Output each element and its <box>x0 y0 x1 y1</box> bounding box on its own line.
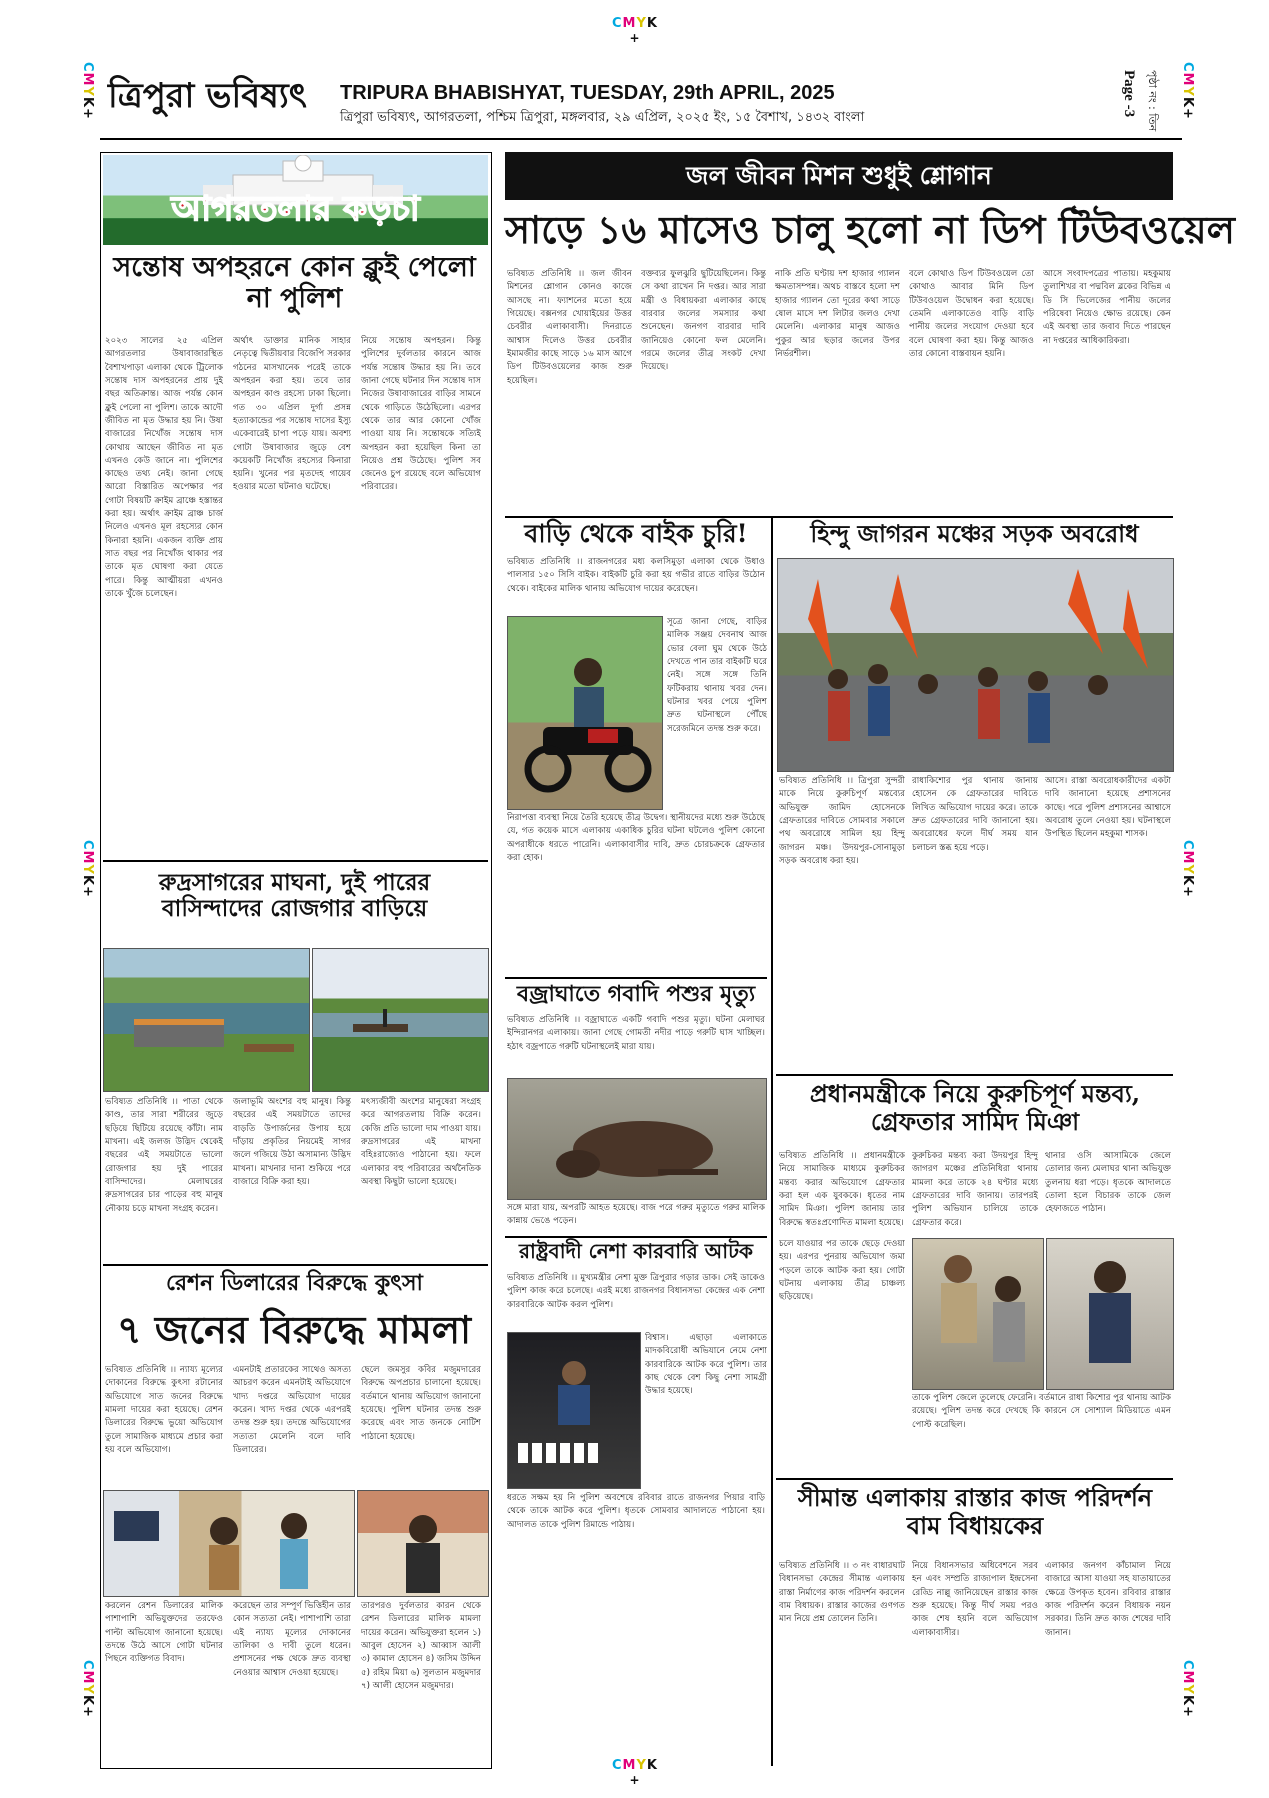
left-divider-1 <box>103 860 488 862</box>
lake-photo-2 <box>312 948 489 1092</box>
bike-photo <box>507 616 663 810</box>
masthead-title-bn: ত্রিপুরা ভবিষ্যৎ <box>108 76 307 116</box>
bike-headline: বাড়ি থেকে বাইক চুরি! <box>524 519 748 548</box>
pm-divider <box>776 1478 1173 1480</box>
left-story2-headline: রুদ্রসাগরের মাঘনা, দুই পারের বাসিন্দাদের রোজগার বাড়িয়ে <box>158 869 431 923</box>
left-story1-col1: ২০২৩ সালের ২৫ এপ্রিল আগরতলার উষাবাজারস্থিত বৈশাখপাড়া এলাকা থেকে ট্রিলোক সন্তোষ দাস অপহরনের প্রায় দুই বছর অতিক্রান্ত। আজ পর্যন্ত কোন ক্লুই পেলো না পুলিশ। তাকে আদৌ জীবিত না মৃত উদ্ধার হয় নি। উষা বাজারের নিখোঁজ সন্তোষ দাস কোথায় আছেন জীবিত না মৃত এখনও কেউ জানে না। পুলিশের কাছেও তথ্য নেই। জানা গেছে আরো বিস্তারিত অপেক্ষার পর গোটা বিষয়টি ক্রাইম ব্রাঞ্চে হস্তান্তর করা হয়। অর্থাৎ ক্রাইম ব্রাঞ্চ চার্জ নিলেও এখনও মূল রহস্যের কোন কিনারা হয়নি। একজন ব্যক্তি প্রায় সাত বছর পর নিখোঁজ থাকার পর তাকে মৃত ঘোষণা করা যেতে পারে। কিন্তু আত্মীয়রা এখনও তাকে খুঁজে চলেছেন। <box>105 336 223 599</box>
lead-col-1: ভবিষ্যত প্রতিনিধি ।। জল জীবন মিশনের শ্লোগান কোনও কাজে আসছে না। ফ্যাশনের মতো হয়ে গিয়েছে। বক্সনগর খোয়াইয়ের উত্তর চেবরীর এলাকাবাসী। দিনরাতে আশ্বাস দিলেও উত্তর চেবরীর ইমামজীর কাছে সাড়ে ১৬ মাস আগে ডিপ টিউবওয়েলের কাজ শুরু হয়েছিল। <box>507 269 632 386</box>
lightning-text: ভবিষ্যত প্রতিনিধি ।। বজ্রাঘাতে একটি গবাদি পশুর মৃত্যু। ঘটনা মেলাঘর ইন্দিরানগর এলাকায়। জানা গেছে গোমতী নদীর পাড়ে গরুটি ঘাস খাচ্ছিল। হঠাৎ বজ্রপাতে গরুটি ঘটনাস্থলেই মারা যায়। <box>507 1015 765 1052</box>
lead-kicker-banner <box>505 152 1173 200</box>
lake-photo-1 <box>103 948 310 1092</box>
hindu-col-1: ভবিষ্যত প্রতিনিধি ।। ত্রিপুরা সুন্দরী মাকে নিয়ে কুরুচিপূর্ণ মন্তব্যের অভিযুক্ত জামিদ হোসেনকে গ্রেফতারের দাবিতে সোমবার সকালে পথ অবরোধে সামিল হয় হিন্দু জাগরন মঞ্চ। উদয়পুর-সোনামুড়া সড়ক অবরোধ করা হয়। <box>779 776 905 866</box>
pm-arrest-photo-2 <box>1046 1238 1174 1390</box>
cmyk-mark-left-top: CMYK+ <box>80 62 95 120</box>
pm-col-below: তাকে পুলিশ জেলে তুলেছে ফেরেনি। বর্তমানে রাধা কিশোর পুর থানায় আটক রয়েছে। পুলিশ তদন্ত করে দেখছে কি কারনে সে সোশ্যাল মিডিয়াতে এমন পোস্ট করেছিল। <box>912 1393 1171 1430</box>
lead-col-2: বক্তব্যর ফুলঝুরি ছুটিয়েছিলেন। কিন্তু সে কথা রাখেন নি দপ্তর। আর সারা মন্ত্রী ও বিধায়করা এলাকার কাছে বারবার জলের সমস্যার কথা শুনেছেন। জনগণ বারবার দাবি জানিয়েও কোনো ফল মেলেনি। গরমে জলের তীব্র সংকট দেখা দিয়েছে। <box>641 269 766 373</box>
pm-arrest-photo-1 <box>912 1238 1044 1390</box>
agartala-banner <box>103 155 488 245</box>
hindu-protest-photo <box>777 558 1174 772</box>
pm-col-left-below: চলে যাওয়ার পর তাকে ছেড়ে দেওয়া হয়। এরপর পুনরায় অভিযোগ জমা পড়লে তাকে আটক করা হয়। গোটা ঘটনায় এলাকায় তীব্র চাঞ্চল্য ছড়িয়েছে। <box>779 1239 905 1303</box>
banner-text: আগরতলার কড়চা <box>171 189 420 229</box>
left-story1-headline: সন্তোষ অপহরনে কোন ক্লুই পেলো না পুলিশ <box>113 252 476 315</box>
lead-col-5: আসে সংবাদপত্রের পাতায়। মহকুমায় তুলাশিখর বা পদ্মবিল ব্লকের বিভিন্ন এ ডি সি ভিলেজের পানীয় জলের পরিষেবা নিয়েও ক্ষোভ রয়েছে। কেন এই অবস্থা তার জবাব দিতে পারছেন না দপ্তরের আধিকারিকরা। <box>1043 269 1171 346</box>
bike-text-bottom: নিরাপত্তা ব্যবস্থা নিয়ে তৈরি হয়েছে তীব্র উদ্বেগ। স্থানীয়দের মধ্যে শুরু উঠেছে যে, গত কয়েক মাসে এলাকায় একাধিক চুরির ঘটনা ঘটলেও পুলিশ কোনো অপরাধীকে ধরতে পারেনি। এলাকাবাসীর দাবি, দ্রুত চোরচক্রকে গ্রেফতার করা হোক। <box>507 813 765 863</box>
left-divider-2 <box>103 1264 488 1266</box>
lightning-headline: বজ্রাঘাতে গবাদি পশুর মৃত্যু <box>516 981 756 1007</box>
bike-text-top: ভবিষ্যত প্রতিনিধি ।। রাজনগরের মধ্য কলসিমুড়া এলাকা থেকে উধাও পালসার ১৫০ সিসি বাইক। বাইকটি চুরি করা হয় গভীর রাতে বাড়ির উঠোন থেকে। বাইকের মালিক থানায় অভিযোগ দায়ের করেছেন। <box>507 557 765 594</box>
pm-col-3: থানার ওসি আসামিকে জেলে তোলার জন্য মেলাঘর থানা অভিযুক্ত তুলনায় ধরা পড়ে। ধৃতকে আদালতে তোলা হলে বিচারক তাকে জেল হেফাজতে পাঠান। <box>1045 1151 1171 1215</box>
lead-col-4: বলে কোথাও ডিপ টিউবওয়েল তো কোথাও আবার মিনি ডিপ টিউবওয়েল উদ্বোধন করা হয়েছে। তেমনি এলাকাতেও বাড়ি বাড়ি পানীয় জলের সংযোগ দেওয়া হবে বলে ঘোষণা করা হয়। কিন্তু আজও তার কোনো বাস্তবায়ন হয়নি। <box>909 269 1034 359</box>
hindu-col-3: আসে। রাস্তা অবরোধকারীদের একটা দাবি জানানো হয়েছে প্রশাসনের কাছে। পরে পুলিশ প্রশাসনের আশ্বাসে অবরোধ তুলে নেওয়া হয়। ঘটনাস্থলে উপস্থিত ছিলেন মহকুমা শাসক। <box>1045 776 1171 840</box>
lead-col-3: নাকি প্রতি ঘণ্টায় দশ হাজার গ্যালন ক্ষমতাসম্পন্ন। অথচ বাস্তবে হলো দশ হাজার গ্যালন তো দূরের কথা সাড়ে ষোল মাসে দশ লিটার জলও দেখা মেলেনি। এলাকার মানুষ আজও পুকুর আর ছড়ার জলের উপর নির্ভরশীল। <box>775 269 900 359</box>
cmyk-mark-left-mid: CMYK+ <box>80 840 95 898</box>
left-story2-col1: ভবিষ্যত প্রতিনিধি ।। পাতা থেকে কাণ্ড, তার সারা শরীরের জুড়ে ছড়িয়ে ছিটিয়ে রয়েছে কাঁটা। নাম মাখনা। এই জলজ উদ্ভিদ থেকেই বছরের এই সময়টাতে ভালো রোজগার হয় দুই পারের বাসিন্দাদের। মেলাঘরের রুদ্রসাগরের চার পাড়ের বহু মানুষ নৌকায় চড়ে মাখনা সংগ্রহ করেন। <box>105 1097 223 1214</box>
hindu-divider <box>776 1074 1173 1076</box>
border-col-3: এলাকার জনগণ কাঁচামাল নিয়ে বাজারে আসা যাওয়া সহ যাতায়াতের ক্ষেত্রে উপকৃত হবেন। রবিবার রাস্তার কাজ পরিদর্শন করেন বিধায়ক নয়ন সরকার। তিনি দ্রুত কাজ শেষের দাবি জানান। <box>1045 1561 1171 1638</box>
lightning-divider <box>505 1236 767 1238</box>
cmyk-mark-top: CMYK + <box>612 16 658 45</box>
page-label-bn: পৃষ্ঠা নং : তিন <box>1146 70 1159 132</box>
left-story3-col2: এমনটাই প্রতারকের সাথেও অসত্য আচরণ করেন এমনটাই অভিযোগে খাদ্য দপ্তরে অভিযোগ দায়ের করেন। খাদ্য দপ্তর থেকে এরপরই তদন্ত শুরু হয়। তদন্তে অভিযোগের সত্যতা মেলেনি বলে দাবি ডিলারের। <box>233 1365 351 1455</box>
pm-headline: প্রধানমন্ত্রীকে নিয়ে কুরুচিপূর্ণ মন্তব্য, গ্রেফতার সামিদ মিঞা <box>809 1079 1141 1136</box>
cmyk-mark-left-bottom: CMYK+ <box>80 1660 95 1718</box>
left-story2-col2: জলাভূমি অংশের বহু মানুষ। কিন্তু বছরের এই সময়টাতে তাদের বাড়তি উপার্জনের উপায় হয়ে দাঁড়ায় প্রকৃতির নিয়মেই সাগর জলে গজিয়ে উঠা অসামান্য উদ্ভিদ মাখনা। মাখনার দানা শুকিয়ে পরে বাজারে বিক্রি করা হয়। <box>233 1097 351 1187</box>
cmyk-mark-right-top: CMYK+ <box>1180 62 1195 120</box>
lightning-caption: সঙ্গে মারা যায়, অপরটি আহত হয়েছে। বাজ পরে গরুর মৃত্যুতে গরুর মালিক কান্নায় ভেঙে পড়েন। <box>507 1203 765 1227</box>
cmyk-mark-right-bottom: CMYK+ <box>1180 1660 1195 1718</box>
masthead-rule <box>100 138 1182 140</box>
lead-headline: সাড়ে ১৬ মাসেও চালু হলো না ডিপ টিউবওয়েল <box>505 207 1235 252</box>
hindu-headline: হিন্দু জাগরন মঞ্চের সড়ক অবরোধ <box>810 519 1139 548</box>
border-headline: সীমান্ত এলাকায় রাস্তার কাজ পরিদর্শন বাম বিধায়কের <box>797 1483 1153 1540</box>
left-story3-kicker: রেশন ডিলারের বিরুদ্ধে কুৎসা <box>166 1270 423 1296</box>
drug-photo <box>507 1332 641 1489</box>
masthead-subline: ত্রিপুরা ভবিষ্যৎ, আগরতলা, পশ্চিম ত্রিপুরা, মঙ্গলবার, ২৯ এপ্রিল, ২০২৫ ইং, ১৫ বৈশাখ, ১৪৩২ বাংলা <box>340 110 865 125</box>
left-story3-col3: ছেলে জমসুর কবির মজুমদারের বিরুদ্ধে অপপ্রচার চালানো হয়েছে। বর্তমানে থানায় অভিযোগ জানানো হয়েছে। পুলিশ ঘটনার তদন্ত শুরু করেছে এবং সাত জনকে নোটিশ পাঠানো হয়েছে। <box>361 1365 481 1442</box>
left-story3-col2b: করেছেন তার সম্পূর্ণ ভিত্তিহীন তার কোন সত্যতা নেই। পাশাপাশি তারা এই ন্যায্য মূল্যের দোকানের তালিকা ও দাবী তুলে ধরেন। প্রশাসনের পক্ষ থেকে দ্রুত ব্যবস্থা নেওয়ার আশ্বাস দেওয়া হয়েছে। <box>233 1601 351 1678</box>
cmyk-mark-right-mid: CMYK+ <box>1180 840 1195 898</box>
right-vertical-divider <box>771 516 773 1766</box>
pm-col-1: ভবিষ্যত প্রতিনিধি ।। প্রধানমন্ত্রীকে নিয়ে সামাজিক মাধ্যমে কুরুচিকর মন্তব্য করার অভিযোগে গ্রেফতার করা হল এক যুবককে। ধৃতের নাম সামিদ মিঞা। পুলিশ জানায় তার বিরুদ্ধে স্বতঃপ্রণোদিত মামলা হয়েছে। <box>779 1151 905 1228</box>
left-story1-col3: নিয়ে সন্তোষ অপহরন। কিন্তু পুলিশের দুর্বলতার কারনে আজ পর্যন্ত সন্তোষ উদ্ধার হয় নি। তবে জানা গেছে ঘটনার দিন সন্তোষ দাস নিজের উষাবাজারের বাড়ির সামনে থেকে গাড়িতে উঠেছিলো। এরপর থেকে তার আর কোনো খোঁজ পাওয়া যায় নি। সন্তোষকে সত্যিই অপহরন করা হয়েছিল কিনা তা নিয়েও প্রশ্ন উঠেছে। পুলিশ সব জেনেও চুপ রয়েছে বলে অভিযোগ পরিবারের। <box>361 336 481 493</box>
drug-text-side: বিশ্বাস। এছাড়া এলাকাতে মাদকবিরোধী অভিযানে নেমে নেশা কারবারিকে আটক করে পুলিশ। তার কাছ থেকে বেশ কিছু নেশা সামগ্রী উদ্ধার হয়েছে। <box>645 1333 767 1397</box>
ration-photo-office <box>103 1490 355 1597</box>
left-story3-col3b: তারপরও দুর্বলতার কারন থেকে রেশন ডিলারের মালিক মামলা দায়ের করেন। অভিযুক্তরা হলেন ১) আবুল হোসেন ২) আব্বাস আলী ৩) কামাল হোসেন ৪) জসিম উদ্দিন ৫) রহিম মিয়া ৬) সুলতান মজুমদার ৭) আলী হোসেন মজুমদার। <box>361 1601 481 1691</box>
bike-divider <box>505 977 767 979</box>
ration-photo-shop <box>357 1490 489 1597</box>
cmyk-mark-bottom: CMYK + <box>612 1758 658 1787</box>
drug-headline: রাষ্ট্রবাদী নেশা কারবারি আটক <box>519 1239 753 1263</box>
page-label: Page -3 <box>1121 70 1137 118</box>
border-col-1: ভবিষ্যত প্রতিনিধি ।। ৩ নং বাধারঘাট বিধানসভা কেন্দ্রের সীমান্ত এলাকায় রাস্তা নির্মাণের কাজ পরিদর্শন করলেন বাম বিধায়ক। রাস্তার কাজের গুণগত মান নিয়ে প্রশ্ন তোলেন তিনি। <box>779 1561 905 1625</box>
masthead-title-en: TRIPURA BHABISHYAT, TUESDAY, 29th APRIL, 2025 <box>340 82 835 104</box>
cow-photo <box>507 1078 767 1200</box>
pm-col-2: কুরুচিকর মন্তব্য করা উদয়পুর হিন্দু জাগরণ মঞ্চের প্রতিনিধিরা থানায় মামলা করে তাকে ২৪ ঘণ্টার মধ্যে গ্রেফতারের দাবি জানায়। তারপরই পুলিশ অভিযান চালিয়ে তাকে গ্রেফতার করে। <box>912 1151 1038 1228</box>
left-story3-headline: ৭ জনের বিরুদ্ধে মামলা <box>116 1307 472 1352</box>
lead-kicker: জল জীবন মিশন শুধুই শ্লোগান <box>686 161 992 190</box>
right-divider-top <box>505 516 1173 518</box>
border-col-2: নিয়ে বিধানসভার অধিবেশনে সরব হন এবং সম্প্রতি রাজ্যপাল ইন্দ্রসেনা রেড্ডি নাল্লু জানিয়েছেন রাস্তার কাজ শুরু হয়েছে। কিন্তু দীর্ঘ সময় পরও কাজ শেষ হয়নি বলে অভিযোগ এলাকাবাসীর। <box>912 1561 1038 1638</box>
bike-text-side: সূত্রে জানা গেছে, বাড়ির মালিক সঞ্জয় দেবনাথ আজ ভোর বেলা ঘুম থেকে উঠে দেখতে পান তার বাইকটি ঘরে নেই। সঙ্গে সঙ্গে তিনি ফটিকরায় থানায় খবর দেন। ঘটনার খবর পেয়ে পুলিশ দ্রুত ঘটনাস্থলে পৌঁছে সরেজমিনে তদন্ত শুরু করে। <box>667 617 767 734</box>
left-story2-col3: মৎস্যজীবী অংশের মানুষেরা সংগ্রহ করে আগরতলায় বিক্রি করেন। কেজি প্রতি ভালো দাম পাওয়া যায়। রুদ্রসাগরের এই মাখনা বহিঃরাজ্যেও পাঠানো হয়। ফলে এলাকার বহু পরিবারের অর্থনৈতিক অবস্থা কিছুটা ভালো হয়েছে। <box>361 1097 481 1187</box>
drug-text-bottom: ধরতে সক্ষম হয় নি পুলিশ অবশেষে রবিবার রাতে রাজনগর পিয়ার বাড়ি থেকে তাকে আটক করে পুলিশ। ধৃতকে সোমবার আদালতে পাঠানো হয়। আদালত তাকে পুলিশ রিমান্ডে পাঠায়। <box>507 1493 765 1530</box>
left-story3-col1: ভবিষ্যত প্রতিনিধি ।। ন্যায্য মূল্যের দোকানের বিরুদ্ধে কুৎসা রটানোর অভিযোগে সাত জনের বিরুদ্ধে মামলা দায়ের করা হয়েছে। রেশন ডিলারের বিরুদ্ধে ভুয়ো অভিযোগ তুলে সামাজিক মাধ্যমে প্রচার করা হয় বলে অভিযোগ। <box>105 1365 223 1455</box>
hindu-col-2: রাধাকিশোর পুর থানায় জানায় হোসেন কে গ্রেফতারের দাবিতে লিখিত অভিযোগ দায়ের করে। তাকে দ্রুত গ্রেফতারের দাবি জানানো হয়। অবরোধের ফলে দীর্ঘ সময় যান চলাচল স্তব্ধ হয়ে পড়ে। <box>912 776 1038 853</box>
drug-text-top: ভবিষ্যত প্রতিনিধি ।। মুখ্যমন্ত্রীর নেশা মুক্ত ত্রিপুরার গড়ার ডাক। সেই ডাকেও পুলিশ কাজ করে চলেছে। এরই মধ্যে রাজনগর বিধানসভা কেন্দ্রের এক নেশা কারবারিকে আটক করল পুলিশ। <box>507 1273 765 1310</box>
left-story3-col1b: করলেন রেশন ডিলারের মালিক পাশাপাশি অভিযুক্তদের তরফেও পাল্টা অভিযোগ জানানো হয়েছে। তদন্তে উঠে আসে গোটা ঘটনার পিছনে ব্যক্তিগত বিবাদ। <box>105 1601 223 1665</box>
left-story1-col2: অর্থাৎ ডাক্তার মানিক সাহার নেতৃত্বে দ্বিতীয়বার বিজেপি সরকার গঠনের মাসখানেক পরেই তাকে অপহরন করা হয়। তবে তার অপহরন কাণ্ড রহস্যে ঢাকা ছিলো। গত ৩০ এপ্রিল দুর্গা প্রসন্ন হত্যাকান্ডের পর সন্তোষ দাসের ইস্যু একেবারেই চাপা পড়ে যায়। অবশ্য গোটা উষাবাজার জুড়ে বেশ কয়েকটি নিখোঁজ রহস্যের কিনারা হয়নি। খুনের পর মৃতদেহ গায়েব হওয়ার মতো ঘটনাও ঘটেছে। <box>233 336 351 493</box>
